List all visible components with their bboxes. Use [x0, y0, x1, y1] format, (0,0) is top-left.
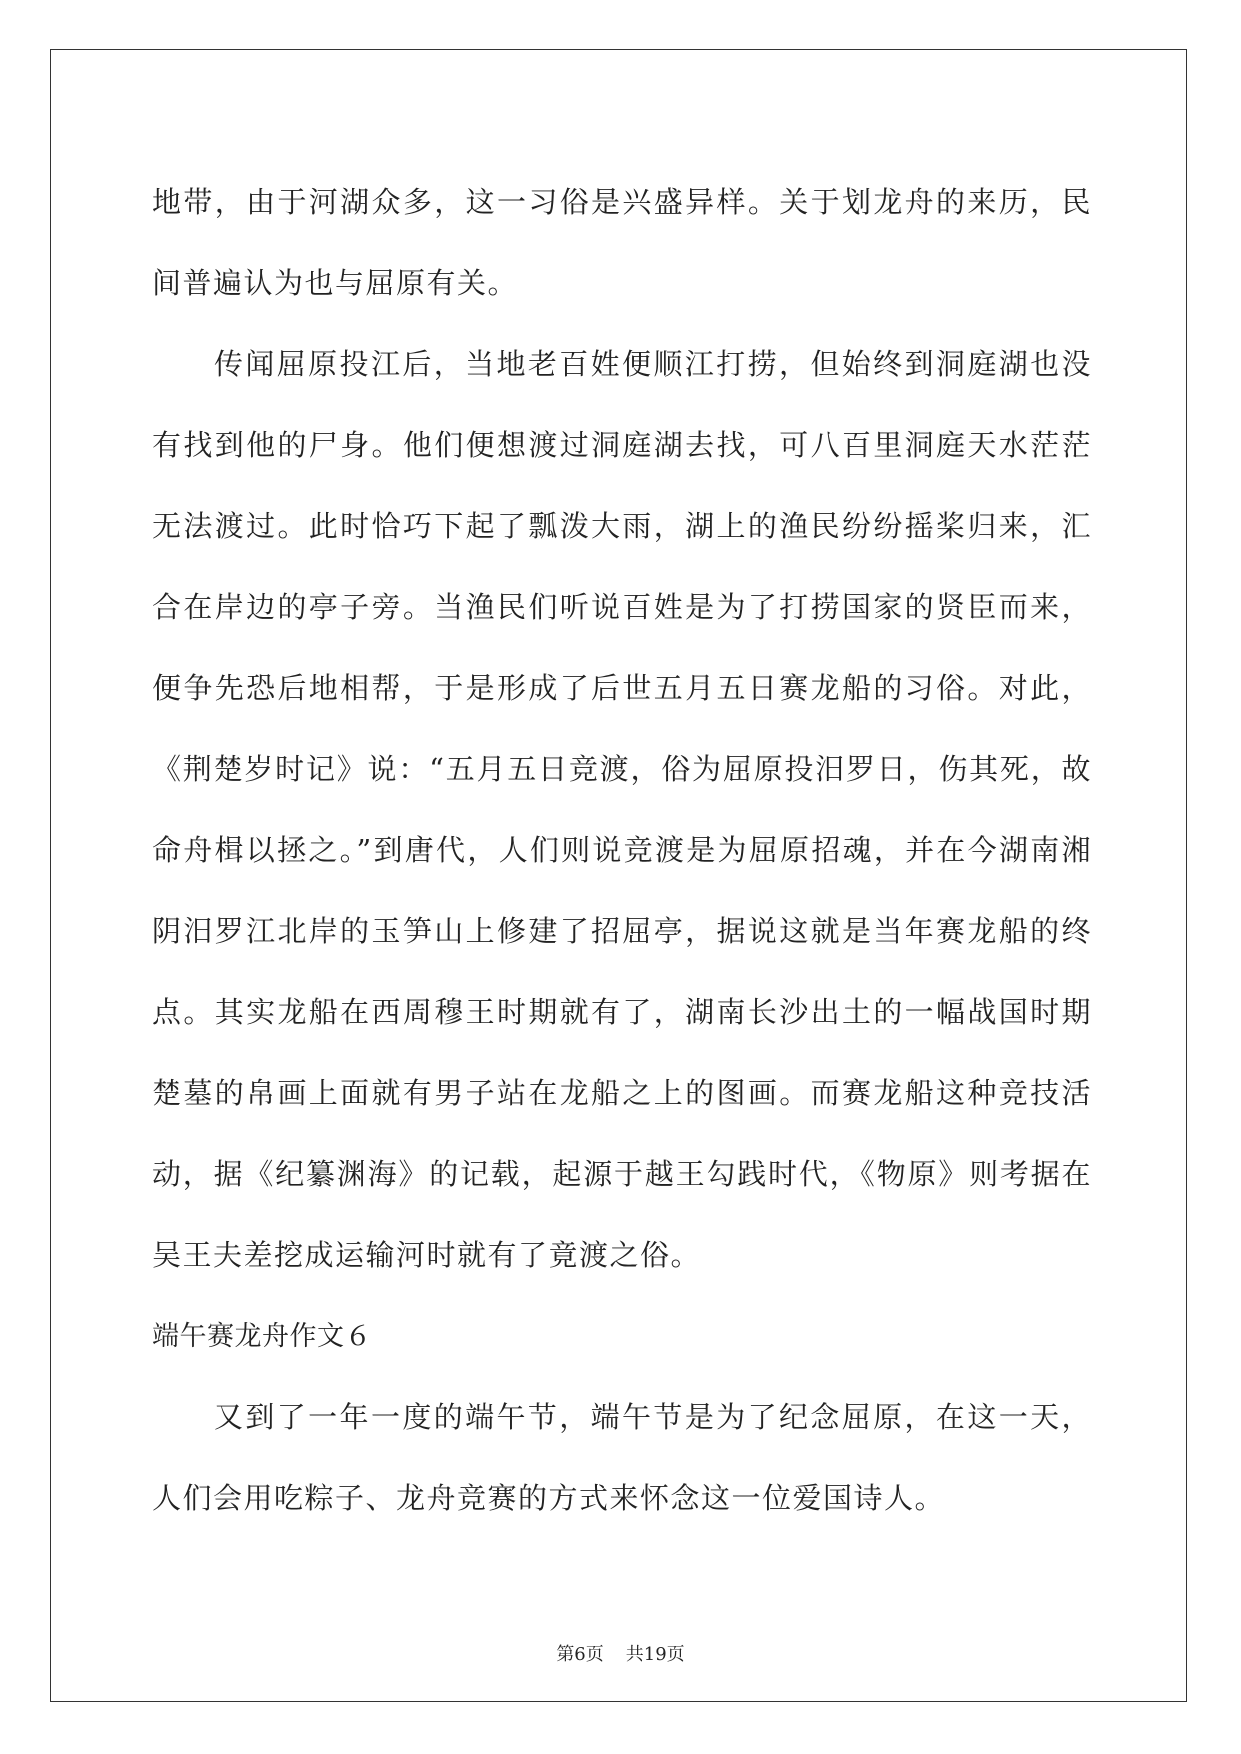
page-total: 共19页 [625, 1644, 685, 1665]
paragraph-quyuan-legend: 传闻屈原投江后，当地老百姓便顺江打捞，但始终到洞庭湖也没有找到他的尸身。他们便想渡过洞庭湖去找，可八百里洞庭天水茫茫无法渡过。此时恰巧下起了瓢泼大雨，湖上的渔民纷纷摇桨归来，汇合在岸边的亭子旁。当渔民们听说百姓是为了打捞国家的贤臣而来，便争先恐后地相帮，于是形成了后世五月五日赛龙船的习俗。对此，《荆楚岁时记》说：“五月五日竞渡，俗为屈原投汨罗日，伤其死，故命舟楫以拯之。”到唐代，人们则说竞渡是为屈原招魂，并在今湖南湘阴汨罗江北岸的玉笋山上修建了招屈亭，据说这就是当年赛龙船的终点。其实龙船在西周穆王时期就有了，湖南长沙出土的一幅战国时期楚墓的帛画上面就有男子站在龙船之上的图画。而赛龙船这种竞技活动，据《纪纂渊海》的记载，起源于越王勾践时代，《物原》则考据在吴王夫差挖成运输河时就有了竟渡之俗。 [152, 347, 1092, 1272]
page-number: 第6页 [556, 1644, 604, 1665]
document-body [152, 162, 1092, 1539]
page-footer [0, 1640, 1241, 1666]
paragraph-section-intro: 又到了一年一度的端午节，端午节是为了纪念屈原，在这一天，人们会用吃粽子、龙舟竞赛的方式来怀念这一位爱国诗人。 [152, 1400, 1092, 1515]
paragraph-continuation: 地带，由于河湖众多，这一习俗是兴盛异样。关于划龙舟的来历，民间普遍认为也与屈原有关。 [152, 185, 1092, 300]
section-heading: 端午赛龙舟作文６ [152, 1321, 372, 1352]
